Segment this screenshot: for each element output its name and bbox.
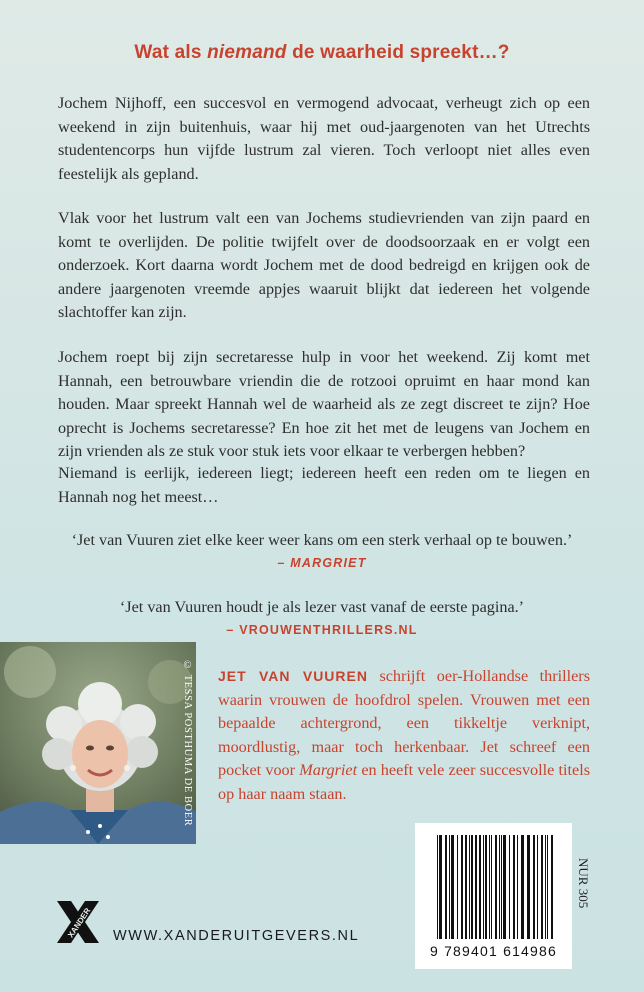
barcode-bar bbox=[521, 835, 524, 939]
barcode-bar bbox=[469, 835, 470, 939]
isbn-number: 9 789401 614986 bbox=[430, 943, 557, 959]
quote-text: ‘Jet van Vuuren houdt je als lezer vast vanaf de eerste pagina.’ bbox=[119, 598, 525, 616]
barcode-bar bbox=[503, 835, 506, 939]
publisher-url[interactable]: WWW.XANDERUITGEVERS.NL bbox=[113, 928, 360, 944]
barcode-bar bbox=[545, 835, 546, 939]
photo-credit: © TESSA POSTHUMA DE BOER bbox=[182, 660, 193, 827]
barcode-bar bbox=[489, 835, 490, 939]
barcode-bar bbox=[513, 835, 515, 939]
barcode-bar bbox=[451, 835, 454, 939]
barcode-bar bbox=[527, 835, 530, 939]
xander-logo-icon bbox=[55, 899, 101, 945]
barcode-bar bbox=[445, 835, 447, 939]
barcode-bar bbox=[517, 835, 518, 939]
barcode-bar bbox=[485, 835, 487, 939]
author-photo bbox=[0, 642, 196, 844]
barcode-bar bbox=[551, 835, 553, 939]
barcode-bar bbox=[499, 835, 500, 939]
barcode-bar bbox=[491, 835, 492, 939]
barcode-bar bbox=[449, 835, 450, 939]
barcode-bar bbox=[475, 835, 477, 939]
barcode-bar bbox=[479, 835, 481, 939]
quote-text: ‘Jet van Vuuren ziet elke keer weer kans om een sterk verhaal op te bouwen.’ bbox=[71, 531, 573, 549]
author-name: JET VAN VUUREN bbox=[218, 668, 368, 684]
blurb-paragraph-3: Jochem roept bij zijn secretaresse hulp in voor het weekend. Zij komt met Hannah, een betrouwbare vriendin die de rotzooi opruimt en haar mond kan houden. Maar spreekt Hannah wel de waarheid als ze zegt discreet te zijn? Hoe oprecht is Jochems secretaresse? En hoe zit het met de leugens van Jochem en zijn vrienden als ze stuk voor stuk iets voor elkaar te verbergen hebben? bbox=[58, 348, 590, 461]
barcode-bar bbox=[465, 835, 467, 939]
barcode-bar bbox=[509, 835, 510, 939]
barcode-bar bbox=[547, 835, 548, 939]
quote-source: – VROUWENTHRILLERS.NL bbox=[226, 623, 418, 637]
barcode-bar bbox=[439, 835, 442, 939]
barcode-bar bbox=[533, 835, 535, 939]
barcode-bar bbox=[501, 835, 502, 939]
barcode-bar bbox=[541, 835, 543, 939]
review-quote-1 bbox=[40, 529, 604, 574]
isbn-barcode bbox=[415, 823, 572, 969]
barcode-bar bbox=[537, 835, 538, 939]
barcode-bar bbox=[457, 835, 458, 939]
tagline-emphasis: niemand bbox=[207, 42, 287, 63]
barcode-bar bbox=[483, 835, 484, 939]
barcode-bar bbox=[461, 835, 463, 939]
barcode-bar bbox=[471, 835, 473, 939]
tagline: Wat als niemand de waarheid spreekt…? bbox=[134, 42, 510, 63]
blurb-paragraph-1: Jochem Nijhoff, een succesvol en vermogend advocaat, verheugt zich op een weekend in zijn buitenhuis, waar hij met oud-jaargenoten van het Utrechts studentencorps hun vijfde lustrum zal vieren. Toch verloopt niet alles even feestelijk als gepland. bbox=[58, 94, 590, 183]
nur-code: NUR 305 bbox=[576, 858, 591, 909]
blurb-paragraph-2: Vlak voor het lustrum valt een van Jochems studievrienden van zijn paard en komt te overlijden. De politie twijfelt over de doodsoorzaak en er volgt een onderzoek. Kort daarna wordt Jochem met de dood bedreigd en krijgen ook de andere jaargenoten vreemde appjes waaruit blijkt dat iedereen het volgende slachtoffer kan zijn. bbox=[58, 209, 590, 322]
barcode-bar bbox=[495, 835, 497, 939]
review-quote-2 bbox=[40, 596, 604, 641]
barcode-bar bbox=[437, 835, 438, 939]
author-bio: JET VAN VUUREN schrijft oer-Hollandse thrillers waarin vrouwen de hoofdrol spelen. Vrouwen met een bepaalde achtergrond, een tikkeltje verknipt, moordlustig, maar toch herkenbaar. Jet schreef een pocket voor Margriet en heeft vele zeer succesvolle titels op haar naam staan. bbox=[218, 667, 590, 803]
logo-text: XANDER bbox=[66, 906, 93, 940]
barcode-bars bbox=[415, 823, 572, 943]
quote-source: – MARGRIET bbox=[277, 556, 367, 570]
blurb-paragraph-4: Niemand is eerlijk, iedereen liegt; iedereen heeft een reden om te liegen en Hannah nog het meest… bbox=[58, 464, 590, 506]
bio-emphasis: Margriet bbox=[299, 761, 358, 780]
